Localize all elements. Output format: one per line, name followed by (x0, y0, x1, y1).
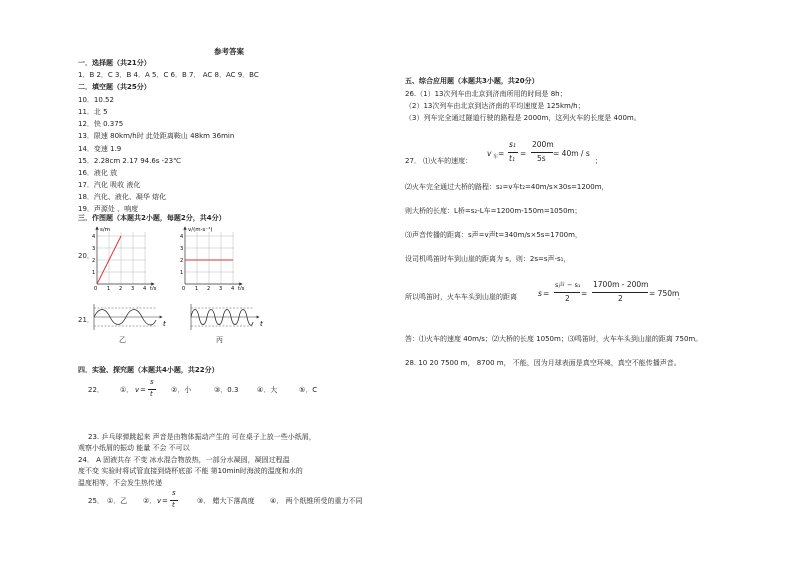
section-4-heading: 四．实验、探究题（本题共4小题，共22分） (78, 366, 219, 374)
section-3-heading: 三．作图题（本题共2小题，每题2分，共4分） (78, 214, 226, 222)
q25-b: ②． (143, 497, 157, 505)
answer-q27-4: ⑶声音传播的距离：s声=v声t=340m/s×5s=1700m， (405, 231, 582, 239)
answer-q16: 16．液化 放 (78, 169, 118, 177)
answer-q18: 18．汽化、液化、凝华 熔化 (78, 193, 167, 201)
svg-text:t/s: t/s (150, 286, 157, 290)
svg-text:1: 1 (180, 270, 184, 276)
svg-text:t: t (260, 320, 263, 328)
svg-text:0: 0 (94, 286, 98, 290)
svg-text:1: 1 (92, 270, 96, 276)
q25-number: 25． (88, 497, 104, 505)
svg-text:4: 4 (231, 286, 235, 290)
answer-q27-6: 所以鸣笛时，火车车头到山崖的距离 (405, 293, 517, 301)
label-yi: 乙 (119, 336, 126, 344)
svg-text:3: 3 (131, 286, 135, 290)
q22-e: ⑤．C (299, 386, 318, 394)
answer-q12: 12．快 0.375 (78, 120, 124, 128)
svg-text:1: 1 (195, 286, 199, 290)
svg-text:t: t (163, 320, 166, 328)
section-1-answers: 1．B 2．C 3．B 4．A 5．C 6．B 7． AC 8．AC 9．BC (78, 71, 259, 79)
wave-bing (187, 300, 267, 334)
svg-text:3: 3 (219, 286, 223, 290)
answer-q10: 10．10.52 (78, 96, 114, 104)
q20-number: 20． (78, 252, 94, 260)
q22-b: ②．小 (171, 386, 192, 394)
graph-v-t-ylabel: v/(m·s⁻¹) (188, 227, 213, 233)
answer-q26-1: 26.（1）13次列车由北京到济南所用的时间是 8h； (405, 90, 567, 98)
q27-formula-speed: v 车 = s₁ t₁ = 200m 5s = 40m / s (487, 140, 590, 163)
answer-q26-3: （3）列车完全通过隧道行驶的路程是 2000m，这列火车的长度是 400m。 (405, 114, 641, 122)
svg-text:4: 4 (180, 234, 184, 240)
answer-q24-line2: 度不变 实验时将试管直接到烧杯底部 不能 第10min时海波的温度和水的 (78, 467, 303, 475)
svg-text:2: 2 (92, 258, 96, 264)
section-5-heading: 五、综合应用题（本题共3小题，共20分） (405, 77, 539, 85)
svg-text:0: 0 (182, 286, 186, 290)
answer-q23-line2: 观察小纸屑的振动 能量 不会 不可以 (78, 444, 190, 452)
answer-q24-line3: 温度相等，不会发生热传递 (78, 479, 162, 487)
answer-q17: 17．汽化 吸收 液化 (78, 181, 141, 189)
svg-text:t/s: t/s (238, 286, 245, 290)
answer-q11: 11．北 5 (78, 108, 108, 116)
svg-text:3: 3 (92, 246, 96, 252)
svg-text:2: 2 (180, 258, 184, 264)
answer-q14: 14．变速 1.9 (78, 145, 122, 153)
answer-q27-5: 设司机鸣笛时车到山崖的距离为 s，则：2s=s声-s₁， (405, 255, 571, 263)
svg-text:3: 3 (180, 246, 184, 252)
wave-yi (90, 300, 170, 334)
answer-q27-6-end: ． (678, 293, 685, 301)
q22-number: 22． (88, 386, 104, 394)
q25-c: ③． 蜡大下落高度 (197, 497, 255, 505)
graph-v-t (176, 224, 248, 290)
wave-bing-curve (191, 310, 253, 326)
q25-a: ①．乙 (107, 497, 128, 505)
graph-s-t-ylabel: s/m (100, 227, 111, 233)
q22-a: ①． (120, 386, 134, 394)
answer-q15: 15．2.28cm 2.17 94.6s -23℃ (78, 157, 181, 165)
answer-q27-2: ⑵火车完全通过大桥的路程：s₂=v车t₂=40m/s×30s=1200m， (405, 183, 609, 191)
svg-text:1: 1 (107, 286, 111, 290)
page-title: 参考答案 (214, 47, 244, 56)
q22-d: ④．大 (257, 386, 278, 394)
answer-q28: 28. 10 20 7500 m， 8700 m， 不能，因为月球表面是真空环境，真空不能传播声音。 (405, 359, 681, 367)
answer-q27-3: 则大桥的长度：L桥=s₂-L车=1200m-150m=1050m； (405, 207, 582, 215)
label-bing: 丙 (216, 336, 223, 344)
svg-text:4: 4 (143, 286, 147, 290)
q27-formula-distance: s = s声 − s₁ 2 = 1700m - 200m 2 = 750m (538, 280, 680, 303)
q22-c: ③．0.3 (214, 386, 239, 394)
q25-formula: v = s t (157, 489, 183, 513)
q25-d: ④． 两个纸锥所受的重力不同 (270, 497, 363, 505)
section-2-heading: 二．填空题（共25分） (78, 83, 151, 91)
svg-text:2: 2 (207, 286, 211, 290)
answer-q19: 19．声源处 、响度 (78, 205, 139, 213)
answer-q26-2: （2）13次列车由北京到达济南的平均速度是 125km/h； (405, 102, 585, 110)
section-1-heading: 一．选择题（共21分） (78, 59, 151, 67)
graph-s-t (88, 224, 160, 290)
q22-formula: v = s t (135, 378, 161, 402)
svg-text:4: 4 (92, 234, 96, 240)
answer-q27-1-end: ； (595, 157, 602, 165)
answer-q13: 13．限速 80km/h时 此处距离鞍山 48km 36min (78, 132, 235, 140)
q21-number: 21． (78, 316, 94, 324)
answer-q23-line1: 23. 乒乓球弹跳起来 声音是由物体振动产生的 可在桌子上放一些小纸屑， (88, 433, 316, 441)
answer-q27-1: 27． ⑴火车的速度： (405, 157, 473, 165)
answer-q24-line1: 24． A 固液共存 不变 冰水混合物放热，一部分水凝固，凝固过程温 (78, 456, 290, 464)
answer-q27-summary: 答：⑴火车的速度 40m/s；⑵大桥的长度 1050m；⑶鸣笛时，火车车头到山崖的距离 750m。 (405, 335, 703, 343)
svg-text:2: 2 (119, 286, 123, 290)
